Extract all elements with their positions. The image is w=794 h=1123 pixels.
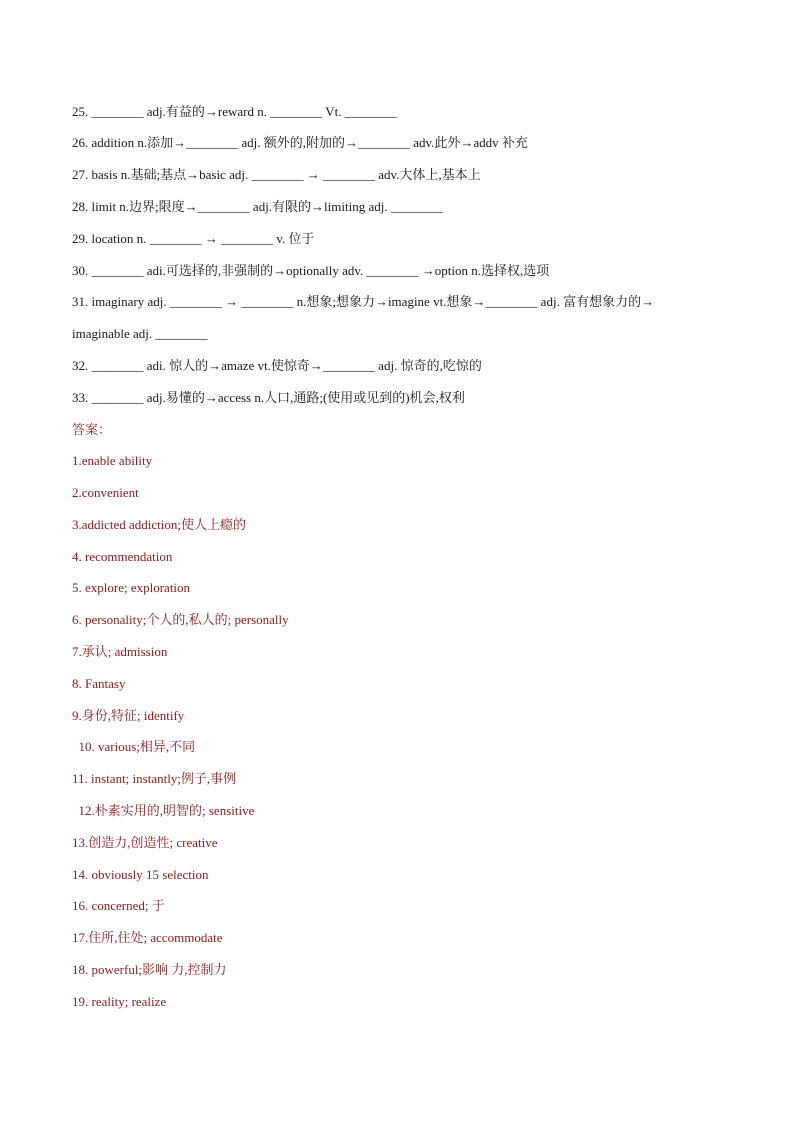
answer-item: 4. recommendation <box>72 549 173 564</box>
answer-item: 7.承认; admission <box>72 644 168 659</box>
answer-item: 6. personality;个人的,私人的; personally <box>72 612 289 627</box>
answer-item: 14. obviously 15 selection <box>72 867 209 882</box>
answer-item: 19. reality; realize <box>72 994 167 1009</box>
answer-item: 9.身份,特征; identify <box>72 708 185 723</box>
answer-item: 13.创造力,创造性; creative <box>72 835 218 850</box>
question-26: 26. addition n.添加→________ adj. 额外的,附加的→________ adv.此外→addv 补充 <box>72 135 528 150</box>
question-29: 29. location n. ________ → ________ v. 位于 <box>72 231 315 246</box>
answer-item: 17.住所,住处; accommodate <box>72 930 223 945</box>
question-31-continued: imaginable adj. ________ <box>72 326 208 341</box>
question-33: 33. ________ adj.易懂的→access n.人口,通路;(使用或见到的)机会,权利 <box>72 390 465 405</box>
answer-item: 18. powerful;影响 力,控制力 <box>72 962 227 977</box>
question-32: 32. ________ adi. 惊人的→amaze vt.使惊奇→________ adj. 惊奇的,吃惊的 <box>72 358 482 373</box>
question-25: 25. ________ adj.有益的→reward n. ________ Vt. ________ <box>72 104 397 119</box>
answer-item: 10. various;相异,不同 <box>72 739 196 754</box>
answer-item: 8. Fantasy <box>72 676 126 691</box>
answer-label: 答案： <box>72 422 112 437</box>
question-27: 27. basis n.基础;基点→basic adj. ________ → ________ adv.大体上,基本上 <box>72 167 481 182</box>
answer-item: 3.addicted addiction;使人上瘾的 <box>72 517 247 532</box>
answer-item: 2.convenient <box>72 485 139 500</box>
question-30: 30. ________ adi.可选择的,非强制的→optionally adv. ________ →option n.选择权,选项 <box>72 263 550 278</box>
answer-item: 16. concerned; 于 <box>72 898 165 913</box>
answer-item: 11. instant; instantly;例子,事例 <box>72 771 237 786</box>
answer-item: 12.朴素实用的,明智的; sensitive <box>72 803 255 818</box>
answer-item: 1.enable ability <box>72 453 153 468</box>
answer-item: 5. explore; exploration <box>72 580 191 595</box>
question-28: 28. limit n.边界;限度→________ adj.有限的→limiting adj. ________ <box>72 199 443 214</box>
question-31: 31. imaginary adj. ________ → ________ n.想象;想象力→imagine vt.想象→________ adj. 富有想象力的→ <box>72 294 655 309</box>
